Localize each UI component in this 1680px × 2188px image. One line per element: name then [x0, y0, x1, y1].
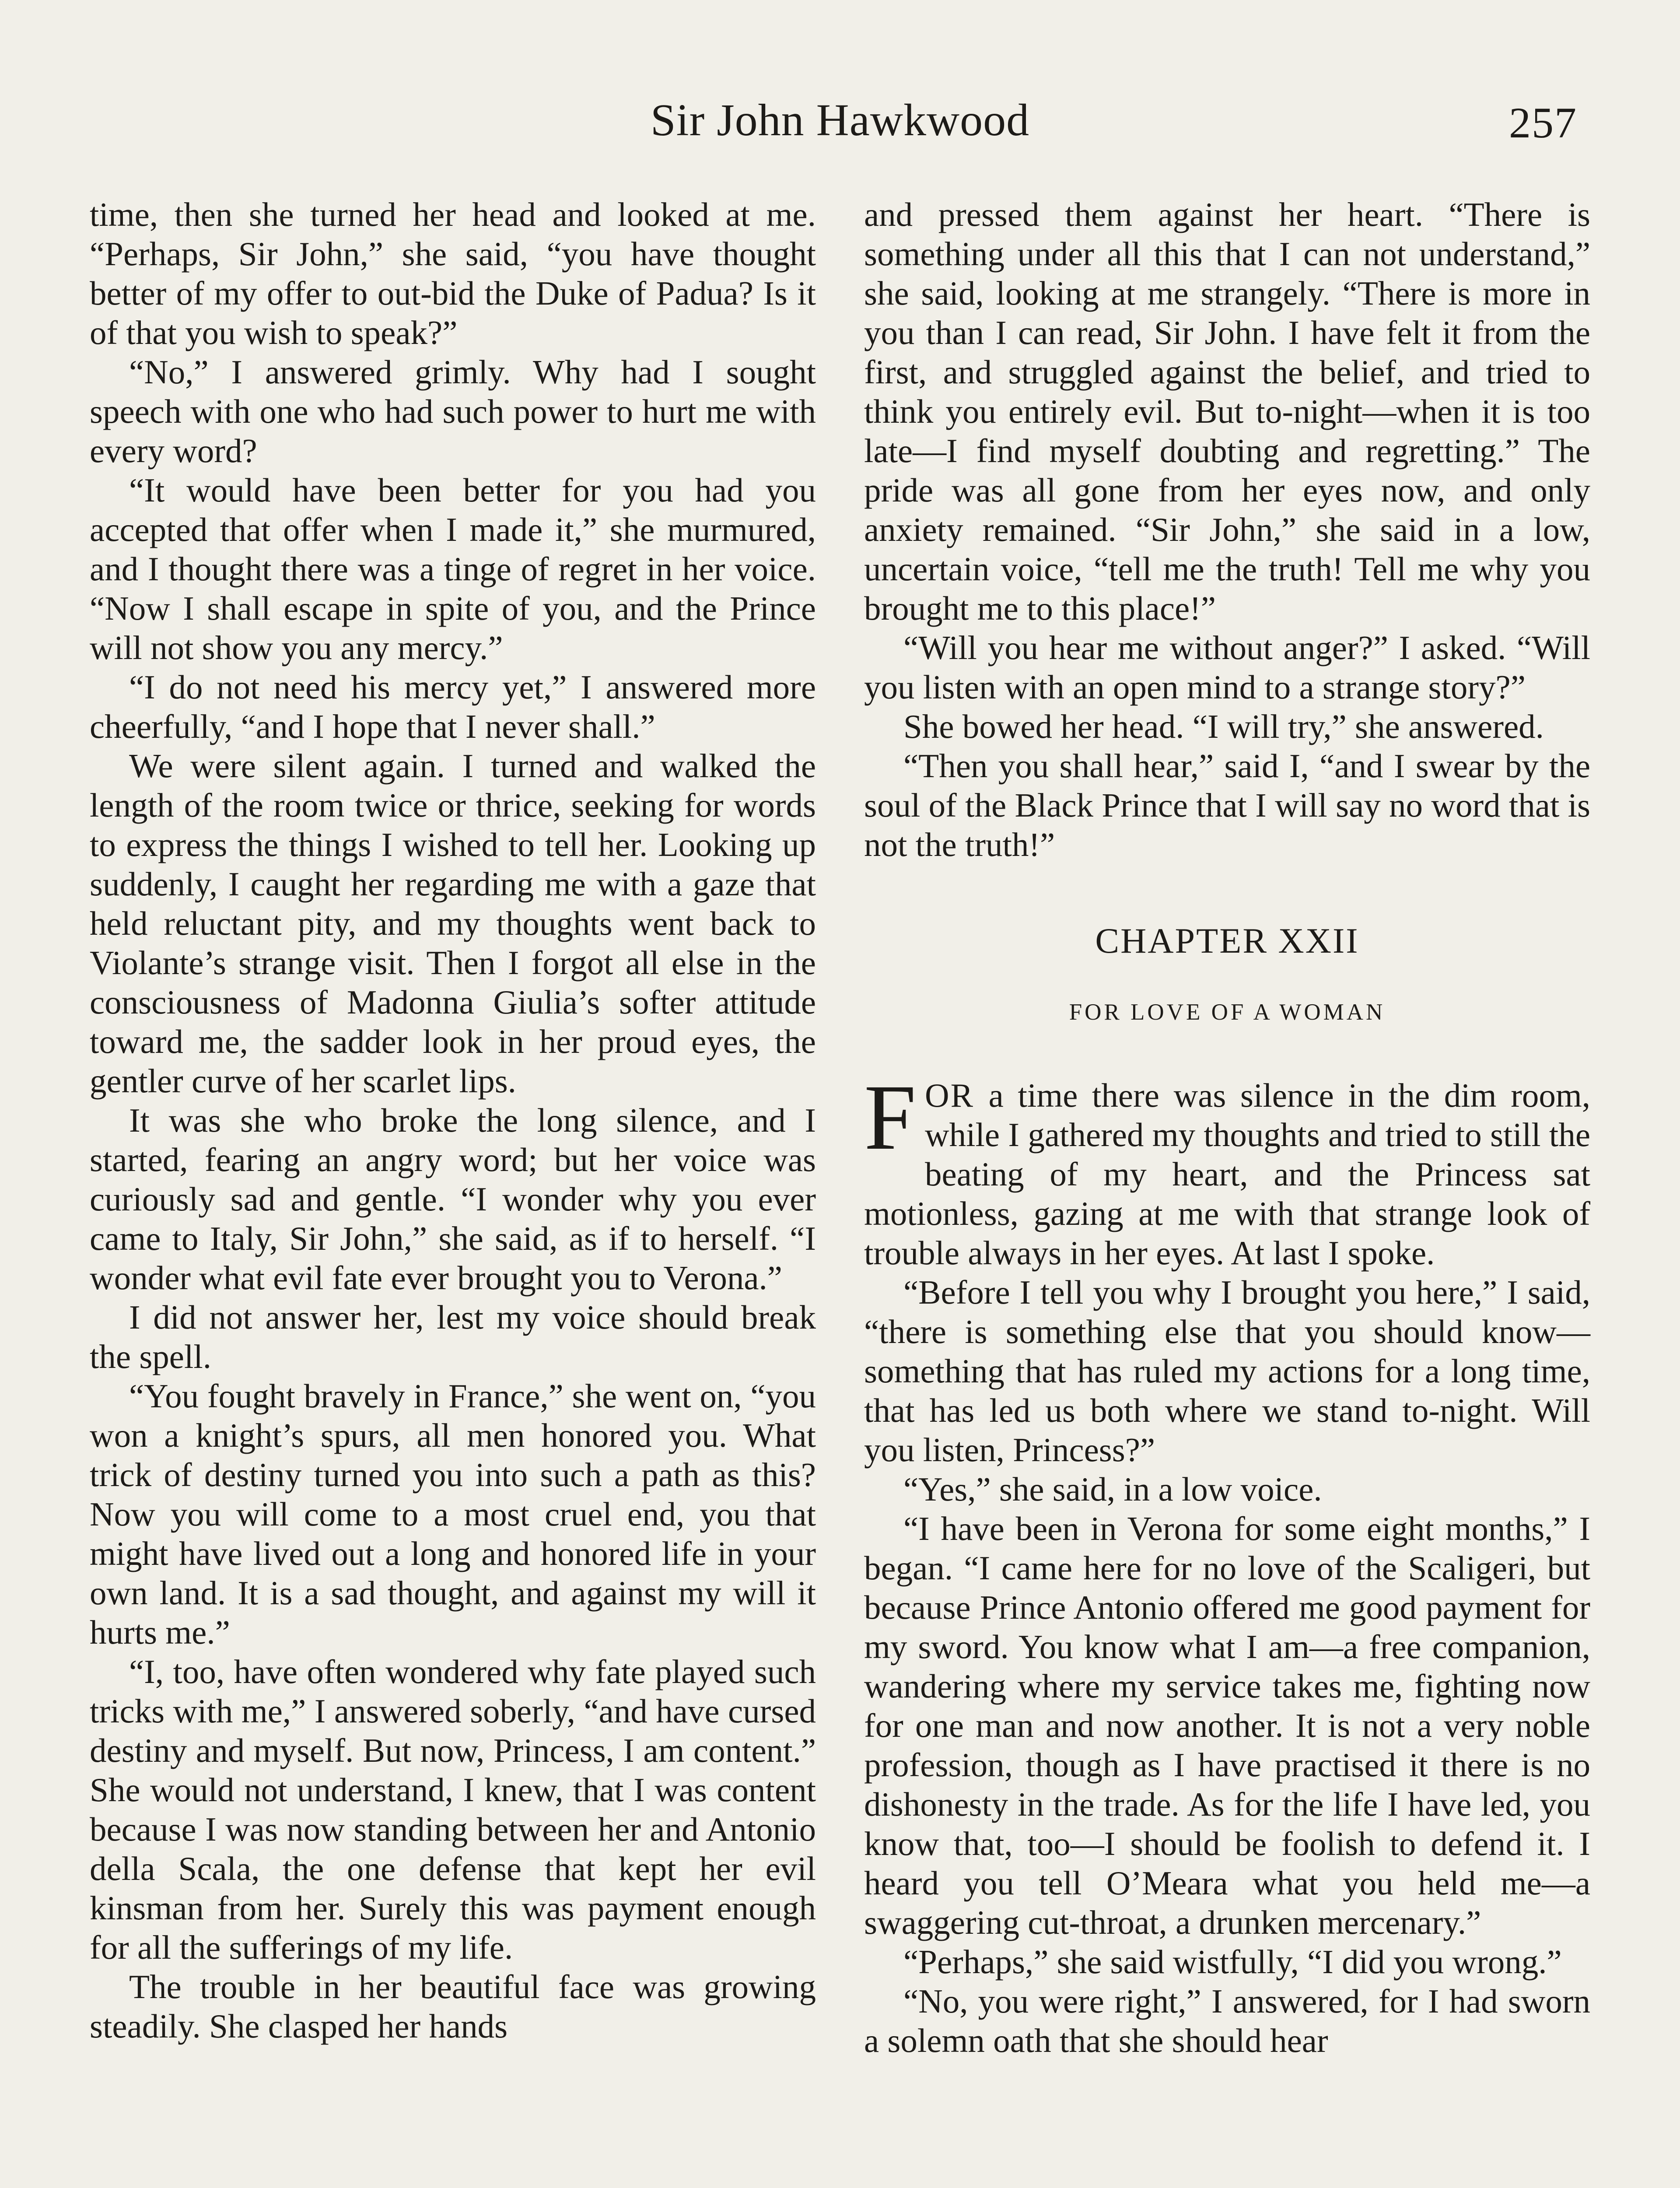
drop-cap: F: [864, 1066, 917, 1169]
paragraph: “Yes,” she said, in a low voice.: [903, 1470, 1322, 1508]
chapter-subtitle: FOR LOVE OF A WOMAN: [1069, 999, 1386, 1025]
paragraph: It was she who broke the long silence, and I started, fearing an angry word; but her voice was curiously sad and gentle. “I wonder why you ever came to Italy, Sir John,” she said, as if to herself. “I wonder what evil fate ever brought you to Verona.”: [90, 1101, 816, 1297]
paragraph: We were silent again. I turned and walked the length of the room twice or thrice, seeking for words to express the things I wished to tell her. Looking up suddenly, I caught her regarding me with a gaze that held reluctant pity, and my thoughts went back to Violante’s strange visit. Then I forgot all else in the consciousness of Madonna Giulia’s softer attitude toward me, the sadder look in her proud eyes, the gentler curve of her scarlet lips.: [90, 747, 816, 1100]
paragraph: “Before I tell you why I brought you here,” I said, “there is something else that you should know—something that has ruled my actions for a long time, that has led us both where we stand to-night. Will you listen, Princess?”: [864, 1273, 1590, 1469]
chapter-opening-paragraph: [864, 1066, 1590, 1273]
paragraph: “Will you hear me without anger?” I asked. “Will you listen with an open mind to a strange story?”: [864, 629, 1590, 706]
running-head: [0, 94, 1680, 151]
first-word-caps: OR: [925, 1076, 974, 1114]
opening-text: a time there was silence in the dim room, while I gathered my thoughts and tried to still the beating of my heart, and the Princess sat motionless, gazing at me with that strange look of trouble always in her eyes. At last I spoke.: [864, 1076, 1590, 1272]
page-number: 257: [1509, 98, 1577, 147]
paragraph: and pressed them against her heart. “There is something under all this that I can not understand,” she said, looking at me strangely. “There is more in you than I can read, Sir John. I have felt it from the first, and struggled against the belief, and tried to think you entirely evil. But to-night—when it is too late—I find myself doubting and regretting.” The pride was all gone from her eyes now, and only anxiety remained. “Sir John,” she said in a low, uncertain voice, “tell me the truth! Tell me why you brought me to this place!”: [864, 196, 1590, 627]
left-column: [90, 195, 816, 2046]
paragraph: The trouble in her beautiful face was growing steadily. She clasped her hands: [90, 1968, 816, 2045]
paragraph: She bowed her head. “I will try,” she answered.: [903, 708, 1544, 745]
paragraph: “No,” I answered grimly. Why had I sought speech with one who had such power to hurt me with every word?: [90, 353, 816, 470]
paragraph: “I, too, have often wondered why fate played such tricks with me,” I answered soberly, “and have cursed destiny and myself. But now, Princess, I am content.” She would not understand, I knew, that I was content because I was now standing between her and Antonio della Scala, the one defense that kept her evil kinsman from her. Surely this was payment enough for all the sufferings of my life.: [90, 1653, 816, 1966]
paragraph: “It would have been better for you had you accepted that offer when I made it,” she murmured, and I thought there was a tinge of regret in her voice. “Now I shall escape in spite of you, and the Prince will not show you any mercy.”: [90, 471, 816, 666]
running-title: Sir John Hawkwood: [650, 95, 1030, 145]
paragraph: “I do not need his mercy yet,” I answered more cheerfully, “and I hope that I never shall.”: [90, 668, 816, 745]
paragraph: time, then she turned her head and looked at me. “Perhaps, Sir John,” she said, “you have thought better of my offer to out-bid the Duke of Padua? Is it of that you wish to speak?”: [90, 196, 816, 351]
chapter-heading: CHAPTER XXII: [1095, 921, 1359, 961]
paragraph: “I have been in Verona for some eight months,” I began. “I came here for no love of the Scaligeri, but because Prince Antonio offered me good payment for my sword. You know what I am—a free companion, wandering where my service takes me, fighting now for one man and now another. It is not a very noble profession, though as I have practised it there is no dishonesty in the trade. As for the life I have led, you know that, too—I should be foolish to defend it. I heard you tell O’Meara what you held me—a swaggering cut-throat, a drunken mercenary.”: [864, 1510, 1590, 1941]
paragraph: I did not answer her, lest my voice should break the spell.: [90, 1298, 816, 1375]
paragraph: “No, you were right,” I answered, for I had sworn a solemn oath that she should hear: [864, 1982, 1590, 2059]
paragraph: “Then you shall hear,” said I, “and I swear by the soul of the Black Prince that I will say no word that is not the truth!”: [864, 747, 1590, 863]
paragraph: “Perhaps,” she said wistfully, “I did you wrong.”: [903, 1943, 1562, 1981]
right-column: [864, 195, 1590, 2060]
paragraph: “You fought bravely in France,” she went on, “you won a knight’s spurs, all men honored you. What trick of destiny turned you into such a path as this? Now you will come to a most cruel end, you that might have lived out a long and honored life in your own land. It is a sad thought, and against my will it hurts me.”: [90, 1377, 816, 1651]
